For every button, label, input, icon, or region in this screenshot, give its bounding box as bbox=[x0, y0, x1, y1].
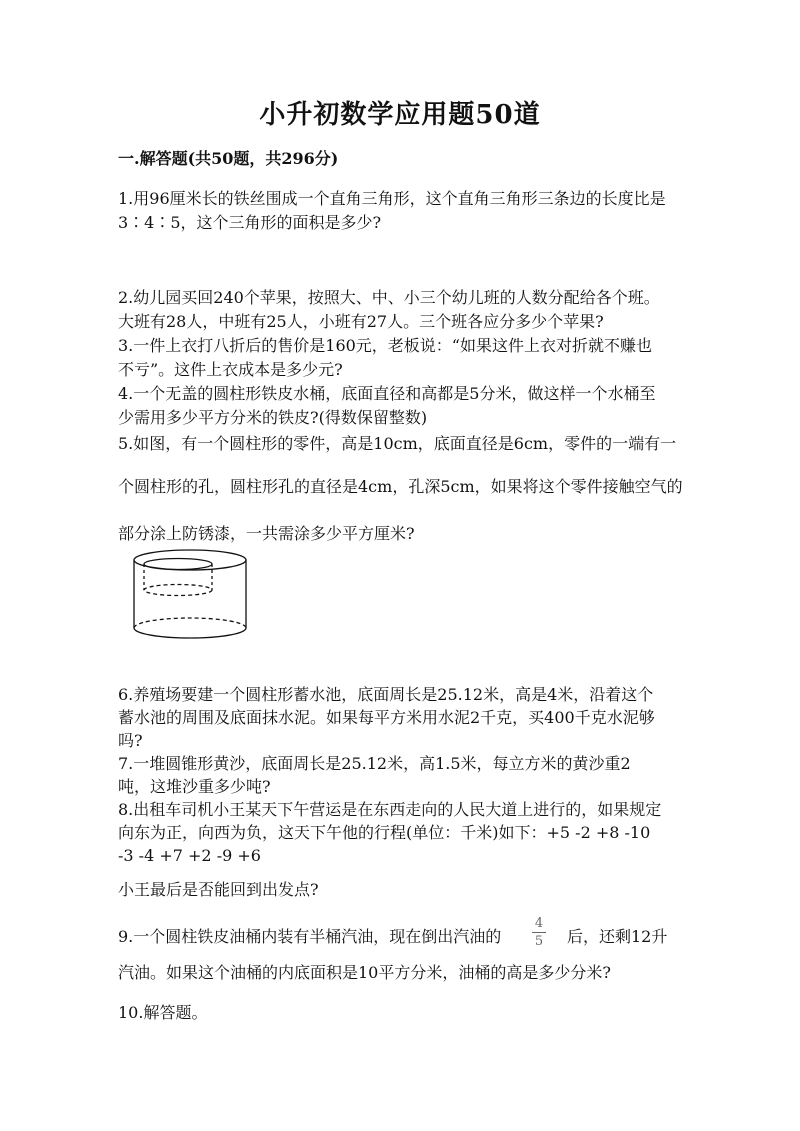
outer-bottom-back bbox=[134, 618, 246, 628]
fraction-bar bbox=[532, 932, 546, 933]
section-heading: 一.解答题(共50题，共296分) bbox=[118, 149, 339, 168]
question-4-line-2: 少需用多少平方分米的铁皮?(得数保留整数) bbox=[118, 408, 428, 427]
question-8-line-3: -3 -4 +7 +2 -9 +6 bbox=[118, 846, 261, 865]
question-2-line-2: 大班有28人，中班有25人，小班有27人。三个班各应分多少个苹果? bbox=[118, 312, 604, 331]
fraction-numerator: 4 bbox=[534, 916, 544, 931]
hole-top-ellipse bbox=[144, 559, 212, 570]
question-7-line-2: 吨，这堆沙重多少吨? bbox=[118, 777, 271, 796]
question-5-line-3: 部分涂上防锈漆，一共需涂多少平方厘米? bbox=[118, 524, 415, 543]
question-4-line-1: 4.一个无盖的圆柱形铁皮水桶，底面直径和高都是5分米，做这样一个水桶至 bbox=[118, 384, 656, 403]
question-6-line-3: 吗? bbox=[118, 731, 143, 750]
question-2-line-1: 2.幼儿园买回240个苹果，按照大、中、小三个幼儿班的人数分配给各个班。 bbox=[118, 288, 660, 307]
cylinder-figure bbox=[126, 544, 254, 646]
hole-bottom-ellipse bbox=[144, 585, 212, 596]
question-8-line-2: 向东为正，向西为负，这天下午他的行程(单位：千米)如下：+5 -2 +8 -10 bbox=[118, 823, 651, 842]
fraction-denominator: 5 bbox=[534, 934, 544, 949]
fraction-four-fifths bbox=[529, 916, 549, 949]
question-9-line-1b: 后，还剩12升 bbox=[567, 927, 668, 946]
question-9-line-1a: 9.一个圆柱铁皮油桶内装有半桶汽油，现在倒出汽油的 bbox=[118, 927, 502, 946]
page-title: 小升初数学应用题50道 bbox=[259, 100, 541, 130]
question-3-line-1: 3.一件上衣打八折后的售价是160元，老板说：“如果这件上衣对折就不赚也 bbox=[118, 336, 652, 355]
question-7-line-1: 7.一堆圆锥形黄沙，底面周长是25.12米，高1.5米，每立方米的黄沙重2 bbox=[118, 754, 631, 773]
question-10-line-1: 10.解答题。 bbox=[118, 1003, 208, 1022]
question-8-line-4: 小王最后是否能回到出发点? bbox=[118, 880, 319, 899]
question-1-line-1: 1.用96厘米长的铁丝围成一个直角三角形，这个直角三角形三条边的长度比是 bbox=[118, 189, 666, 208]
question-8-line-1: 8.出租车司机小王某天下午营运是在东西走向的人民大道上进行的，如果规定 bbox=[118, 800, 662, 819]
question-1-line-2: 3∶4∶5，这个三角形的面积是多少? bbox=[118, 213, 382, 232]
question-6-line-2: 蓄水池的周围及底面抹水泥。如果每平方米用水泥2千克，买400千克水泥够 bbox=[118, 708, 655, 727]
question-5-line-2: 个圆柱形的孔，圆柱形孔的直径是4cm，孔深5cm，如果将这个零件接触空气的 bbox=[118, 477, 683, 496]
outer-bottom-front bbox=[134, 628, 246, 638]
question-5-line-1: 5.如图，有一个圆柱形的零件，高是10cm，底面直径是6cm，零件的一端有一 bbox=[118, 434, 677, 453]
question-3-line-2: 不亏”。这件上衣成本是多少元? bbox=[118, 360, 343, 379]
question-9-line-2: 汽油。如果这个油桶的内底面积是10平方分米，油桶的高是多少分米? bbox=[118, 963, 611, 982]
question-6-line-1: 6.养殖场要建一个圆柱形蓄水池，底面周长是25.12米，高是4米，沿着这个 bbox=[118, 685, 654, 704]
